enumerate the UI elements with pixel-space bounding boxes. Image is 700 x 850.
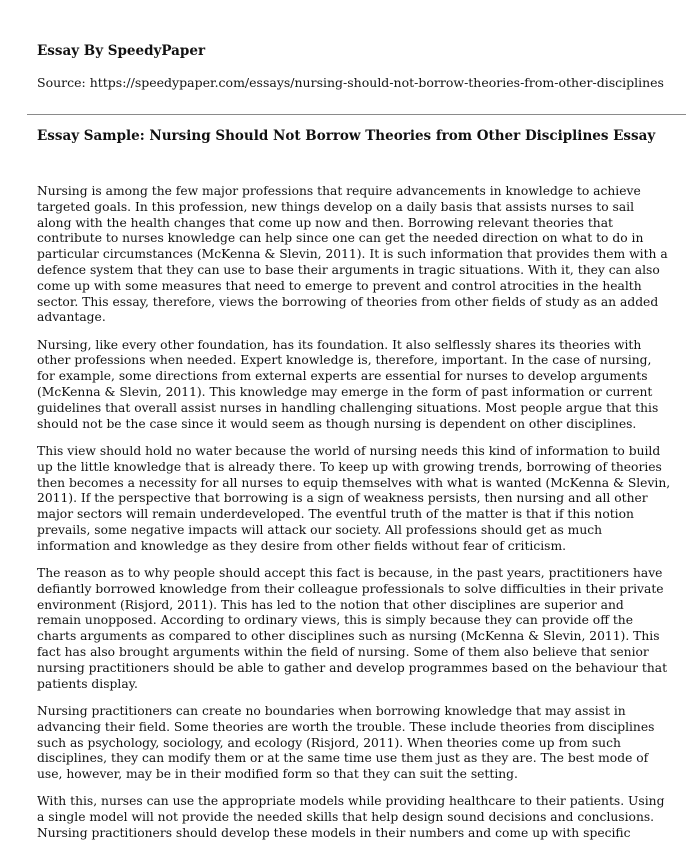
paragraph-line: The reason as to why people should accept this fact is because, in the past years, practitioners have bbox=[37, 566, 663, 581]
paragraph-line: Nursing practitioners should develop these models in their numbers and come up with specific bbox=[37, 825, 631, 840]
paragraph-line: Nursing, like every other foundation, has its foundation. It also selflessly shares its theories with bbox=[37, 337, 642, 352]
paragraph-line: advantage. bbox=[37, 310, 106, 325]
paragraph-line: fact has also brought arguments within the field of nursing. Some of them also believe that senior bbox=[37, 645, 649, 660]
paragraph-line: defence system that they can use to base their arguments in tragic situations. With it, they can also bbox=[37, 262, 660, 277]
paragraph bbox=[37, 566, 678, 692]
paragraph bbox=[37, 794, 678, 841]
paragraph-line: major sectors will remain underdeveloped. The eventful truth of the matter is that if this notion bbox=[37, 507, 634, 522]
paragraph-line: should not be the case since it would seem as though nursing is dependent on other disciplines. bbox=[37, 416, 637, 431]
paragraph-line: defiantly borrowed knowledge from their colleague professionals to solve difficulties in their private bbox=[37, 581, 664, 596]
paragraph-line: charts arguments as compared to other disciplines such as nursing (McKenna & Slevin, 2011). This bbox=[37, 629, 660, 644]
paragraph-line: With this, nurses can use the appropriate models while providing healthcare to their patients. Using bbox=[37, 794, 665, 809]
paragraph-line: prevails, some negative impacts will attack our society. All professions should get as much bbox=[37, 522, 603, 537]
paragraph-line: come up with some measures that need to emerge to prevent and control atrocities in the health bbox=[37, 278, 642, 293]
paragraph-line: then becomes a necessity for all nurses to equip themselves with what is wanted (McKenna & Slevin, bbox=[37, 475, 671, 490]
paragraph-line: such as psychology, sociology, and ecology (Risjord, 2011). When theories come up from such bbox=[37, 735, 621, 750]
paragraph-line: nursing practitioners should be able to gather and develop programmes based on the behaviour that bbox=[37, 660, 668, 675]
paragraph-line: for example, some directions from external experts are essential for nurses to develop arguments bbox=[37, 369, 648, 384]
paragraph-line: remain unopposed. According to ordinary views, this is simply because they can provide off the bbox=[37, 613, 633, 628]
paragraph-line: patients display. bbox=[37, 676, 138, 691]
paragraph-line: advancing their field. Some theories are worth the trouble. These include theories from disciplines bbox=[37, 719, 655, 734]
paragraph-line: along with the health changes that come up now and then. Borrowing relevant theories that bbox=[37, 215, 614, 230]
paragraph-line: targeted goals. In this profession, new things develop on a daily basis that assists nurses to sail bbox=[37, 199, 635, 214]
paragraph-line: (McKenna & Slevin, 2011). This knowledge may emerge in the form of past information or current bbox=[37, 385, 653, 400]
paragraph-line: particular circumstances (McKenna & Slevin, 2011). It is such information that provides them with a bbox=[37, 247, 668, 262]
paragraph bbox=[37, 184, 678, 326]
paragraph-line: This view should hold no water because the world of nursing needs this kind of information to build bbox=[37, 443, 661, 458]
paragraph-line: environment (Risjord, 2011). This has led to the notion that other disciplines are superior and bbox=[37, 597, 624, 612]
paragraph-line: Nursing practitioners can create no boundaries when borrowing knowledge that may assist in bbox=[37, 703, 626, 718]
paragraph-line: a single model will not provide the needed skills that help design sound decisions and conclusions. bbox=[37, 810, 655, 825]
paragraph bbox=[37, 444, 678, 555]
paragraph-line: guidelines that overall assist nurses in handling challenging situations. Most people argue that this bbox=[37, 400, 659, 415]
paragraph-line: up the little knowledge that is already there. To keep up with growing trends, borrowing of theories bbox=[37, 459, 662, 474]
paragraph-line: contribute to nurses knowledge can help since one can get the needed direction on what to do in bbox=[37, 231, 644, 246]
divider bbox=[27, 114, 686, 115]
paragraph-line: disciplines, they can modify them or at the same time use them just as they are. The best mode of bbox=[37, 751, 649, 766]
paragraph-line: information and knowledge as they desire from other fields without fear of criticism. bbox=[37, 538, 567, 553]
paragraph-line: sector. This essay, therefore, views the borrowing of theories from other fields of study as an added bbox=[37, 294, 659, 309]
paragraph-line: Nursing is among the few major professions that require advancements in knowledge to achieve bbox=[37, 184, 641, 198]
brand-heading: Essay By SpeedyPaper bbox=[37, 43, 206, 59]
paragraph bbox=[37, 338, 678, 433]
paragraph-line: use, however, may be in their modified form so that they can suit the setting. bbox=[37, 767, 518, 782]
source-line: Source: https://speedypaper.com/essays/nursing-should-not-borrow-theories-from-other-disciplines bbox=[37, 75, 664, 90]
essay-title: Essay Sample: Nursing Should Not Borrow Theories from Other Disciplines Essay bbox=[37, 128, 656, 144]
paragraph bbox=[37, 704, 678, 783]
essay-body bbox=[37, 184, 678, 842]
paragraph-line: other professions when needed. Expert knowledge is, therefore, important. In the case of nursing, bbox=[37, 353, 652, 368]
paragraph-line: 2011). If the perspective that borrowing is a sign of weakness persists, then nursing and all other bbox=[37, 491, 648, 506]
